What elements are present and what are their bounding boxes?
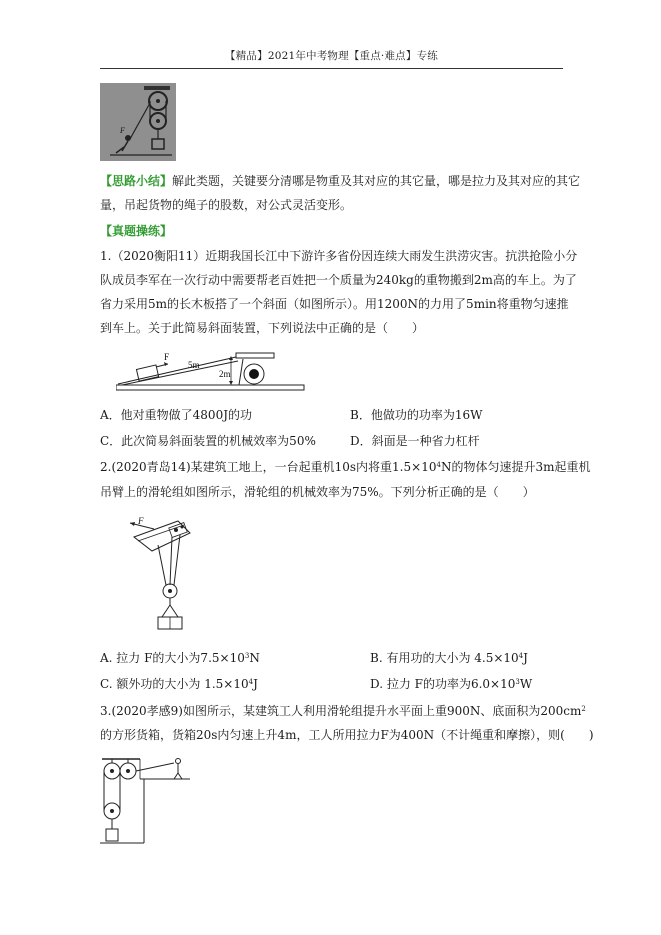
q1-line-4: 到车上。关于此简易斜面装置，下列说法中正确的是（ ） (100, 321, 425, 335)
building-pulley-figure (100, 755, 192, 845)
force-label: F (164, 352, 170, 362)
q2-option-c: C. 额外功的大小为 $1.5\times 10^4J$ (100, 677, 258, 691)
q1-option-a: A．他对重物做了4800J的功 (100, 408, 253, 422)
page-header: 【精品】2021年中考物理【重点·难点】专练 (100, 48, 563, 69)
q2-line-2: 吊臂上的滑轮组如图所示，滑轮组的机械效率为75%。下列分析正确的是（ ） (100, 485, 535, 499)
q1-line-2: 队成员李军在一次行动中需要帮老百姓把一个质量为240kg的重物搬到2m高的车上。为了 (100, 273, 577, 287)
q1-option-c: C．此次简易斜面装置的机械效率为50% (100, 434, 316, 448)
q2-option-a: A. 拉力 F的大小为$7.5\times 10^3N$ (100, 651, 260, 665)
crane-pulley-figure (128, 515, 198, 633)
incline-figure (116, 347, 306, 393)
practice-heading: 【真题操练】 (100, 224, 173, 238)
q1-line-1: 1.（2020衡阳11）近期我国长江中下游许多省份因连续大雨发生洪涝灾害。抗洪抢险小分 (100, 249, 578, 263)
q1-option-d: D．斜面是一种省力杠杆 (350, 434, 480, 448)
q1-option-b: B．他做功的功率为16W (350, 408, 483, 422)
svg-text:F: F (120, 126, 125, 135)
height-label: 2m (219, 369, 231, 379)
q2-line-1: 2.(2020青岛14)某建筑工地上，一台起重机10s内将重$1.5\times 10^4N$的物体匀速提升3m起重机 (100, 460, 591, 474)
q1-line-3: 省力采用5m的长木板搭了一个斜面（如图所示）。用1200N的力用了5min将重物匀速推 (100, 297, 569, 311)
pulley-photo (100, 83, 176, 161)
crane-force-label: F (138, 516, 144, 526)
q3-line-1: 3.(2020孝感9)如图所示，某建筑工人利用滑轮组提升水平面上重900N、底面积为$200cm^2$ (100, 704, 586, 718)
summary-tag: 【思路小结】 (100, 174, 173, 188)
q3-line-2: 的方形货箱，货箱20s内匀速上升4m，工人所用拉力F为400N（不计绳重和摩擦），则( ) (100, 728, 594, 742)
summary-line-2: 量，吊起货物的绳子的股数，对公式灵活变形。 (100, 198, 353, 212)
q2-option-d: D. 拉力 F的功率为$6.0\times 10^3W$ (370, 677, 533, 691)
length-label: 5m (188, 360, 200, 370)
summary-line-1: 【思路小结】解此类题，关键要分清哪是物重及其对应的其它量，哪是拉力及其对应的其它 (100, 174, 581, 188)
q2-option-b: B. 有用功的大小为 $4.5\times 10^4J$ (370, 651, 528, 665)
